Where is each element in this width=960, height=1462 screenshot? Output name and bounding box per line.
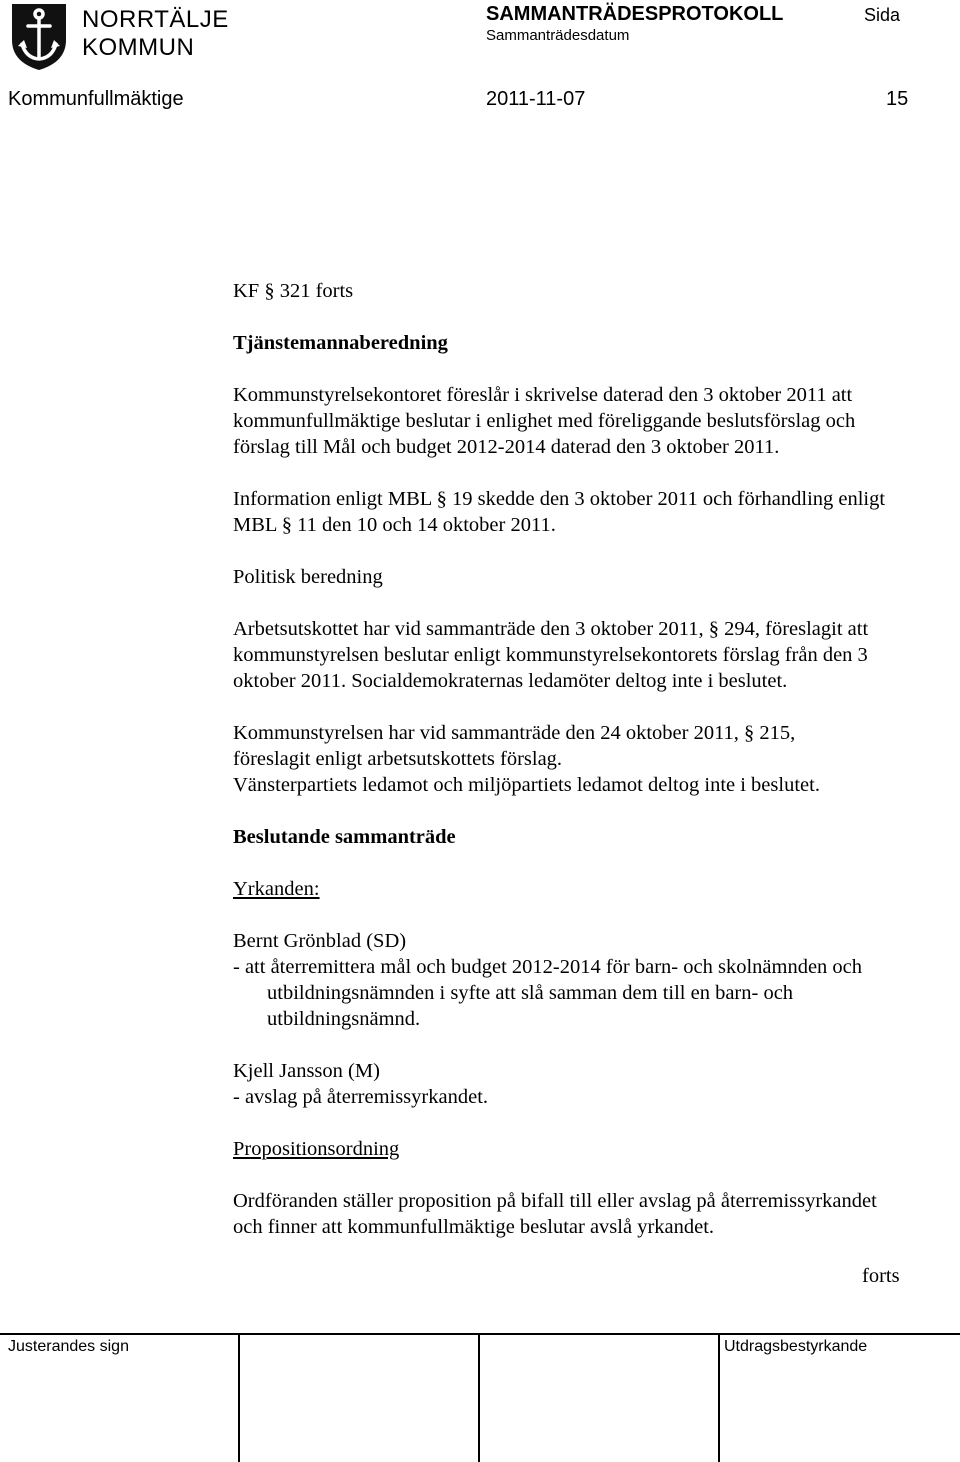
motion-line: utbildningsnämnd. — [267, 1008, 421, 1030]
protocol-title: SAMMANTRÄDESPROTOKOLL — [486, 3, 784, 25]
heading-propositionsordning: Propositionsordning — [233, 1138, 400, 1160]
motion-line: utbildningsnämnden i syfte att slå samman dem till en barn- och — [267, 982, 794, 1004]
org-name-line1: NORRTÄLJE — [82, 6, 229, 33]
paragraph-line: Information enligt MBL § 19 skedde den 3 oktober 2011 och förhandling enligt — [233, 488, 886, 510]
heading-beslutande-sammantrade: Beslutande sammanträde — [233, 826, 456, 848]
heading-yrkanden: Yrkanden: — [233, 878, 320, 900]
org-name-line2: KOMMUN — [82, 34, 195, 61]
page-number: 15 — [886, 88, 909, 110]
paragraph-line: Ordföranden ställer proposition på bifall till eller avslag på återremissyrkandet — [233, 1190, 877, 1212]
body-name: Kommunfullmäktige — [8, 88, 184, 110]
paragraph-line: och finner att kommunfullmäktige beslutar avslå yrkandet. — [233, 1216, 715, 1238]
paragraph-line: kommunfullmäktige beslutar i enlighet med föreliggande beslutsförslag och — [233, 410, 856, 432]
heading-tjanstemannaberedning: Tjänstemannaberedning — [233, 332, 448, 354]
paragraph-line: Kommunstyrelsekontoret föreslår i skrivelse daterad den 3 oktober 2011 att — [233, 384, 853, 406]
continued-marker: forts — [862, 1265, 900, 1287]
heading-politisk-beredning: Politisk beredning — [233, 566, 383, 588]
meeting-date: 2011-11-07 — [486, 88, 586, 110]
paragraph-line: Kommunstyrelsen har vid sammanträde den 24 oktober 2011, § 215, — [233, 722, 796, 744]
organization-name — [82, 6, 229, 62]
signature-box-divider — [718, 1333, 720, 1462]
paragraph-line: Vänsterpartiets ledamot och miljöpartiets ledamot deltog inte i beslutet. — [233, 774, 820, 796]
case-reference: KF § 321 forts — [233, 280, 354, 302]
paragraph-line: kommunstyrelsen beslutar enligt kommunstyrelsekontorets förslag från den 3 — [233, 644, 868, 666]
utdragsbestyrkande-label: Utdragsbestyrkande — [724, 1338, 868, 1355]
justerandes-sign-label: Justerandes sign — [8, 1338, 129, 1355]
paragraph-line: Arbetsutskottet har vid sammanträde den 3 oktober 2011, § 294, föreslagit att — [233, 618, 869, 640]
paragraph-line: förslag till Mål och budget 2012-2014 daterad den 3 oktober 2011. — [233, 436, 780, 458]
meeting-date-label: Sammanträdesdatum — [486, 27, 630, 44]
motion-line: - avslag på återremissyrkandet. — [233, 1086, 489, 1108]
paragraph-line: föreslagit enligt arbetsutskottets förslag. — [233, 748, 563, 770]
page-label: Sida — [864, 5, 901, 25]
norrtalje-anchor-logo — [8, 2, 70, 72]
signature-box-divider — [478, 1333, 480, 1462]
speaker-name: Bernt Grönblad (SD) — [233, 930, 407, 952]
footer-divider — [0, 1333, 960, 1335]
speaker-name: Kjell Jansson (M) — [233, 1060, 380, 1082]
motion-line: - att återremittera mål och budget 2012-2014 för barn- och skolnämnden och — [233, 956, 863, 978]
signature-box-divider — [238, 1333, 240, 1462]
paragraph-line: MBL § 11 den 10 och 14 oktober 2011. — [233, 514, 556, 536]
paragraph-line: oktober 2011. Socialdemokraternas ledamöter deltog inte i beslutet. — [233, 670, 788, 692]
